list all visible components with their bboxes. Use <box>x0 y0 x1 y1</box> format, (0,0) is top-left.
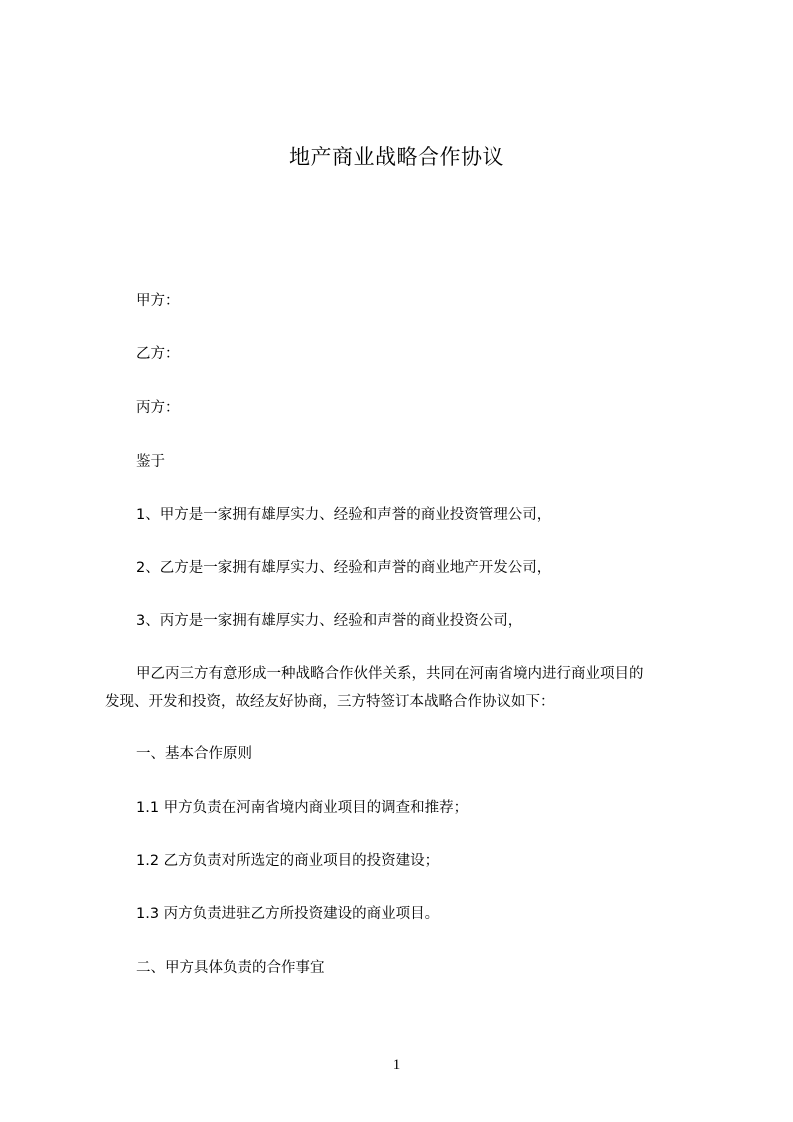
party-c-label: 丙方： <box>136 400 180 416</box>
recital-item: 2、乙方是一家拥有雄厚实力、经验和声誉的商业地产开发公司， <box>136 560 552 576</box>
intro-paragraph-line: 甲乙丙三方有意形成一种战略合作伙伴关系，共同在河南省境内进行商业项目的 <box>136 666 644 682</box>
clause-item: 1.1 甲方负责在河南省境内商业项目的调查和推荐； <box>136 800 469 816</box>
recital-item: 3、丙方是一家拥有雄厚实力、经验和声誉的商业投资公司， <box>136 613 523 629</box>
document-title: 地产商业战略合作协议 <box>289 145 504 169</box>
section-heading-basic-principles: 一、基本合作原则 <box>136 746 252 762</box>
intro-paragraph-line: 发现、开发和投资，故经友好协商，三方特签订本战略合作协议如下： <box>105 694 555 710</box>
intro-paragraph <box>105 660 705 716</box>
clause-item: 1.2 乙方负责对所选定的商业项目的投资建设； <box>136 853 440 869</box>
clause-item: 1.3 丙方负责进驻乙方所投资建设的商业项目。 <box>136 906 440 922</box>
recital-item: 1、甲方是一家拥有雄厚实力、经验和声誉的商业投资管理公司， <box>136 507 552 523</box>
party-b-label: 乙方： <box>136 346 180 362</box>
page-number: 1 <box>392 1057 401 1073</box>
whereas-label: 鉴于 <box>136 454 165 470</box>
party-a-label: 甲方： <box>136 293 180 309</box>
section-heading-party-a-duties: 二、甲方具体负责的合作事宜 <box>136 960 325 976</box>
